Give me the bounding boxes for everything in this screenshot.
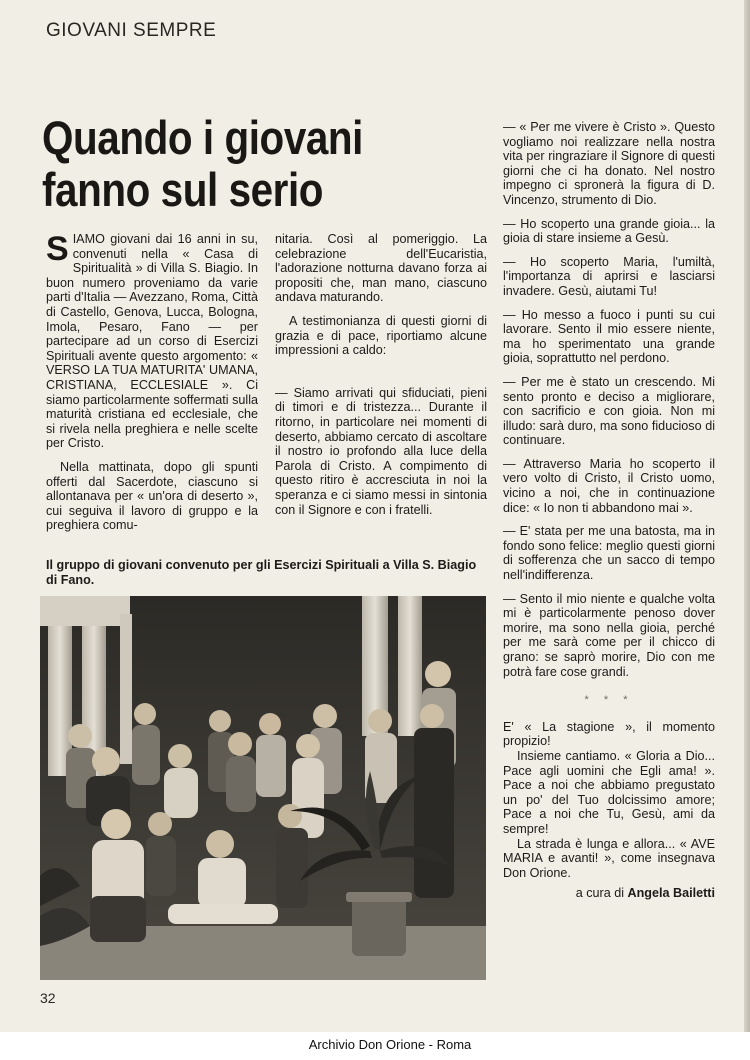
testimony-paragraph: — « Per me vivere è Cristo ». Questo vogliamo noi realizzare nella nostra vita per ringraziare il Signore di questi giorni che ci ha donato. Nel nostro impegno ci spronerà la figura di D. Vincenzo, strumento di Dio.	[503, 120, 715, 207]
intro-text: IAMO giovani dai 16 anni in su, convenuti nella « Casa di Spiritualità » di Villa S. Biagio. In buon numero proveniamo da varie parti d'Italia — Avezzano, Roma, Città di Castello, Genova, Lucca, Bologna, Imola, Pesaro, Fano — per partecipare ad un corso di Esercizi Spirituali avente questo argomento: « VERSO LA TUA MATURITA' UMANA, CRISTIANA, ECCLESIALE ». Ci siamo particolarmente soffermati sulla maturità cristiana ed ecclesiale, che si rivela nella preghiera e nelle scelte per Cristo.	[46, 232, 258, 451]
testimony-paragraph: — E' stata per me una batosta, ma in fondo sono felice: meglio questi giorni di sofferenza che un sacco di tempo nell'indifferenza.	[503, 524, 715, 583]
testimony-paragraph: — Per me è stato un crescendo. Mi sento pronto e deciso a migliorare, con sacrificio e con gioia. Non mi illudo: sarà duro, ma sono fiducioso di continuare.	[503, 374, 715, 448]
credit-prefix: a cura di	[575, 886, 625, 901]
section-label: GIOVANI SEMPRE	[46, 20, 217, 41]
article-title: Quando i giovani fanno sul serio	[42, 111, 363, 216]
archive-footer	[0, 1032, 750, 1060]
archive-credit: Archivio Don Orione - Roma	[308, 1037, 472, 1052]
author-name: Angela Bailetti	[627, 886, 715, 901]
paragraph: nitaria. Così al pomeriggio. La celebrazione dell'Eucaristia, l'adorazione notturna davano forza ai propositi che, man mano, ciascuno andava maturando.	[275, 232, 487, 305]
article-column-3	[503, 120, 715, 901]
group-photo-illustration	[40, 596, 486, 980]
page-edge	[744, 0, 750, 1060]
closing-paragraph: La strada è lunga e allora... « AVE MARIA e avanti! », come insegnava Don Orione.	[503, 836, 715, 880]
closing-paragraph: E' « La stagione », il momento propizio!	[503, 719, 715, 749]
intro-paragraph	[46, 232, 258, 451]
article-column-2	[275, 232, 487, 526]
testimony-paragraph: — Ho messo a fuoco i punti su cui lavorare. Sento il mio essere niente, ma ho sperimentato una grande gioia, soprattutto nel perdono.	[503, 307, 715, 366]
group-photo	[40, 596, 486, 980]
author-credit	[503, 886, 715, 901]
drop-cap: S	[46, 230, 69, 268]
testimony-paragraph: — Siamo arrivati qui sfiduciati, pieni di timori e di tristezza... Durante il ritorno, in particolare nei momenti di deserto, abbiamo cercato di ascoltare il nostro io profondo alla luce della Parola di Cristo. A compimento di questo ritiro è accresciuta in noi la speranza e ci siamo messi in sintonia con il Signore e con i fratelli.	[275, 385, 487, 517]
testimony-paragraph: — Ho scoperto Maria, l'umiltà, l'importanza di aprirsi e lasciarsi invadere. Gesù, aiutami Tu!	[503, 254, 715, 298]
section-separator: * * *	[584, 694, 634, 707]
photo-caption: Il gruppo di giovani convenuto per gli Esercizi Spirituali a Villa S. Biagio di Fano.	[46, 558, 477, 587]
page-number: 32	[40, 990, 56, 1006]
testimony-paragraph: — Sento il mio niente e qualche volta mi è particolarmente penoso dover morire, ma sono nella gioia, perché per me sarà come per il chicco di grano: se saprò morire, Dio con me potrà fare cose grandi.	[503, 591, 715, 679]
paragraph: A testimonianza di questi giorni di grazia e di pace, riportiamo alcune impressioni a caldo:	[275, 313, 487, 358]
closing-paragraph: Insieme cantiamo. « Gloria a Dio... Pace agli uomini che Egli ama! ». Pace a noi che abbiamo pregustato un po' del Tuo dolcissimo amore; Pace a noi che Tu, Gesù, ami da sempre!	[503, 748, 715, 836]
paragraph: Nella mattinata, dopo gli spunti offerti dal Sacerdote, ciascuno si allontanava per « un'ora di deserto », cui seguiva il lavoro di gruppo e la preghiera comu-	[46, 459, 258, 533]
article-column-1	[46, 232, 258, 542]
testimony-paragraph: — Attraverso Maria ho scoperto il vero volto di Cristo, il Cristo uomo, vicino a noi, che in continuazione dice: « Io non ti abbandono mai ».	[503, 456, 715, 515]
testimony-paragraph: — Ho scoperto una grande gioia... la gioia di stare insieme a Gesù.	[503, 216, 715, 246]
